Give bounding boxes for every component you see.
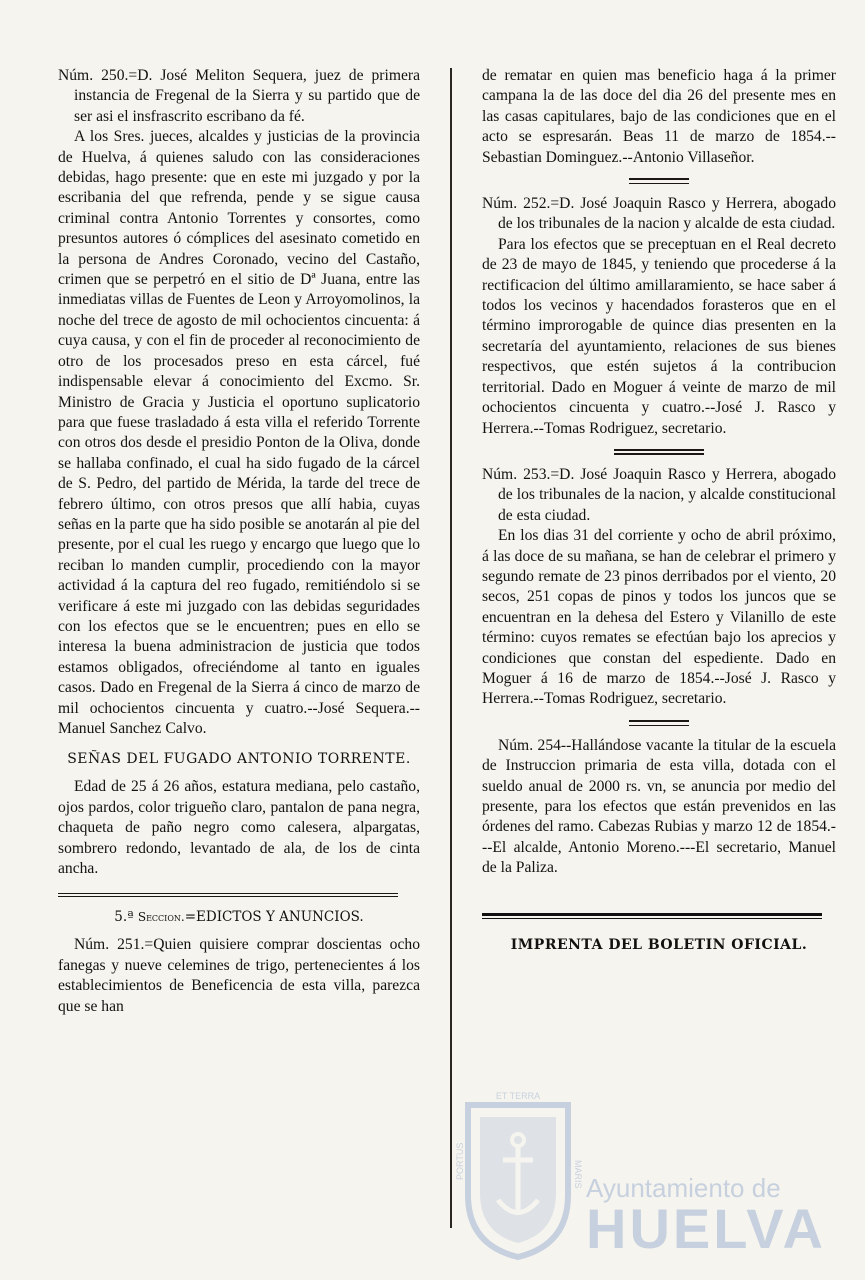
entry-250 — [58, 66, 420, 739]
entry-251-continued: de rematar en quien mas beneficio haga á la primer campana la de las doce del dia 26 del presente mes en las casas capitulares, bajo de las condiciones que en el acto se espresarán. Beas 11 de marzo de 1854.--Sebastian Dominguez.--Antonio Villaseñor. — [482, 67, 836, 166]
watermark-line1: Ayuntamiento de — [586, 1173, 781, 1203]
right-column — [482, 66, 836, 953]
city-seal-icon — [455, 1085, 583, 1260]
footer-rule — [482, 913, 822, 919]
watermark-line2: HUELVA — [586, 1197, 826, 1260]
section-heading — [58, 909, 420, 925]
seal-left-text: PORTUS — [455, 1142, 465, 1180]
entry-250-body: A los Sres. jueces, alcaldes y justicias de la provincia de Huelva, á quienes saludo con las consideraciones debidas, hago presente: que en este mi juzgado y por la escribania del que refrenda, pende y se sigue causa criminal contra Antonio Torrentes y consortes, como presuntos autores ó cómplices del asesinato cometido en la persona de Andres Coronado, vecino del Castaño, crimen que se perpetró en el sitio de Dª Juana, entre las inmediatas villas de Fuentes de Leon y Arroyomolinos, la noche del trece de agosto de mil ochocientos cincuenta: á cuya causa, y con el fin de proceder al reconocimiento de otro de los procesados preso en esta cárcel, fué indispensable elevar á conocimiento del Excmo. Sr. Ministro de Gracia y Justicia el oportuno suplicatorio para que fuese trasladado á esta villa el referido Torrente con otros dos desde el presidio Ponton de la Oliva, donde se hallaba confinado, el cual ha sido fugado de la cárcel de S. Pedro, del partido de Mérida, la tarde del trece de febrero último, con otros presos que allí habia, cuyas señas en la parte que ha sido posible se anotarán al pie del presente, por el cual les ruego y encargo que luego que lo reciban lo manden cumplir, procediendo con la mayor actividad á la captura del reo fugado, remitiéndolo si se verificare á este mi juzgado con las debidas seguridades con los efectos que se le encuentren; pues en ello se interesa la buena administracion de justicia que todos estamos obligados, ofreciéndome al tanto en iguales casos. Dado en Fregenal de la Sierra á cinco de marzo de mil ochocientos cincuenta y cuatro.--José Sequera.-- Manuel Sanchez Calvo. — [58, 128, 420, 737]
printer-imprint: IMPRENTA DEL BOLETIN OFICIAL. — [510, 936, 808, 953]
separator-ornament — [629, 178, 689, 184]
entry-254-number: Núm. 254 — [498, 736, 561, 754]
entry-253 — [482, 465, 836, 710]
entry-253-body: En los dias 31 del corriente y ocho de abril próximo, á las doce de su mañana, se han de celebrar el primero y segundo remate de 23 pinos derribados por el viento, 20 secos, 251 copas de pinos y todos los juncos que se encuentran en la dehesa del Estero y Vilanillo de este término: cuyos remates se efectúan bajo los aprecios y condiciones que constan del espediente. Dado en Moguer á 16 de marzo de 1854.--José J. Rasco y Herrera.--Tomas Rodriguez, secretario. — [482, 527, 836, 708]
entry-254-body: --Hallándose vacante la titular de la escuela de Instruccion primaria de esta villa, dotada con el sueldo anual de 2000 rs. vn, se anuncia por medio del presente, para los efectos que están prevenidos en las órdenes del ramo. Cabezas Rubias y marzo 12 de 1854.---El alcalde, Antonio Moreno.---El secretario, Manuel de la Paliza. — [482, 736, 837, 877]
watermark — [455, 1085, 826, 1265]
entry-252-heading: Núm. 252.=D. José Joaquin Rasco y Herrera, abogado de los tribunales de la nacion y alcalde de esta ciudad. — [482, 195, 836, 233]
section-title: =EDICTOS Y ANUNCIOS. — [184, 909, 364, 926]
entry-252 — [482, 194, 836, 439]
separator-ornament — [614, 449, 704, 455]
entry-252-body: Para los efectos que se preceptuan en el Real decreto de 23 de mayo de 1845, y teniendo que procederse á la rectificacion del último amillaramiento, se hace saber á todos los vecinos y hacendados forasteros que en el término improrogable de quince dias presenten en la secretaría del ayuntamiento, relaciones de sus bienes respectivos, que estén sujetos á la contribucion territorial. Dado en Moguer á veinte de marzo de mil ochocientos cincuenta y cuatro.--José J. Rasco y Herrera.--Tomas Rodriguez, secretario. — [482, 235, 836, 437]
section-rule — [58, 893, 398, 897]
fugitive-description-title: SEÑAS DEL FUGADO ANTONIO TORRENTE. — [67, 751, 411, 768]
entry-251-number: Núm. 251. — [74, 936, 145, 954]
entry-253-heading: Núm. 253.=D. José Joaquin Rasco y Herrera, abogado de los tribunales de la nacion, y alcalde constitucional de esta ciudad. — [482, 465, 836, 524]
seal-top-text: ET TERRA — [495, 1091, 541, 1101]
entry-254 — [482, 736, 836, 879]
fugitive-description-body: Edad de 25 á 26 años, estatura mediana, pelo castaño, ojos pardos, color trigueño claro, pantalon de pana negra, chaqueta de paño negro como calesera, alpargatas, sombrero redondo, levantado de ala, de los de cinta ancha. — [58, 778, 420, 878]
section-number: 5.ª — [114, 909, 134, 926]
section-label: Seccion. — [137, 910, 185, 925]
entry-251-body: =Quien quisiere comprar doscientas ocho fanegas y nueve celemines de trigo, pertenecientes á los establecimientos de Beneficencia de esta villa, parezca que se han — [58, 936, 420, 1015]
entry-250-heading: Núm. 250.=D. José Meliton Sequera, juez de primera instancia de Fregenal de la Sierra y su partido que de ser asi el insfrascrito escribano da fé. — [58, 67, 420, 125]
column-divider — [450, 68, 452, 1228]
separator-ornament — [629, 720, 689, 726]
left-column — [58, 66, 420, 1017]
entry-251 — [58, 935, 420, 1017]
seal-right-text: MARIS — [573, 1160, 583, 1189]
